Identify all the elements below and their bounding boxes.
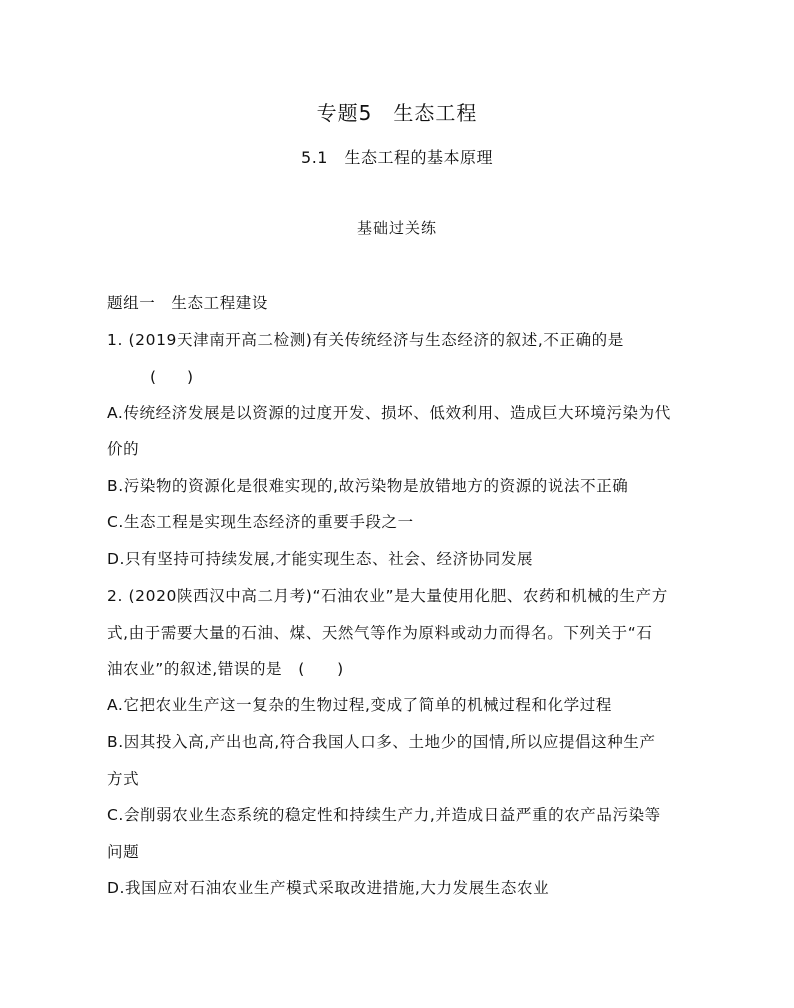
question-2-stem-continued-1: 式,由于需要大量的石油、煤、天然气等作为原料或动力而得名。下列关于“石 [107,624,653,642]
question-2-stem-continued-2: 油农业”的叙述,错误的是 ( ) [107,660,344,678]
question-1-answer-bracket: ( ) [150,368,194,386]
group-heading: 题组一 生态工程建设 [107,294,269,312]
question-2-option-d: D.我国应对石油农业生产模式采取改进措施,大力发展生态农业 [107,879,550,897]
page-title: 专题5 生态工程 [316,101,478,125]
question-1-option-c: C.生态工程是实现生态经济的重要手段之一 [107,513,414,531]
question-1-option-b: B.污染物的资源化是很难实现的,故污染物是放错地方的资源的说法不正确 [107,477,629,495]
question-2-option-c: C.会削弱农业生态系统的稳定性和持续生产力,并造成日益严重的农产品污染等 [107,806,661,824]
question-2-option-a: A.它把农业生产这一复杂的生物过程,变成了简单的机械过程和化学过程 [107,696,612,714]
question-2-option-c-continued: 问题 [107,843,140,861]
question-2-option-b: B.因其投入高,产出也高,符合我国人口多、土地少的国情,所以应提倡这种生产 [107,733,656,751]
question-1-option-a-continued: 价的 [107,440,140,458]
question-2-option-b-continued: 方式 [107,770,140,788]
section-heading: 基础过关练 [356,219,437,237]
question-1-option-a: A.传统经济发展是以资源的过度开发、损坏、低效利用、造成巨大环境污染为代 [107,404,671,422]
question-1-stem: 1. (2019天津南开高二检测)有关传统经济与生态经济的叙述,不正确的是 [107,331,624,349]
page-subtitle: 5.1 生态工程的基本原理 [301,148,493,167]
question-1-option-d: D.只有坚持可持续发展,才能实现生态、社会、经济协同发展 [107,550,534,568]
question-2-stem: 2. (2020陕西汉中高二月考)“石油农业”是大量使用化肥、农药和机械的生产方 [107,587,668,605]
